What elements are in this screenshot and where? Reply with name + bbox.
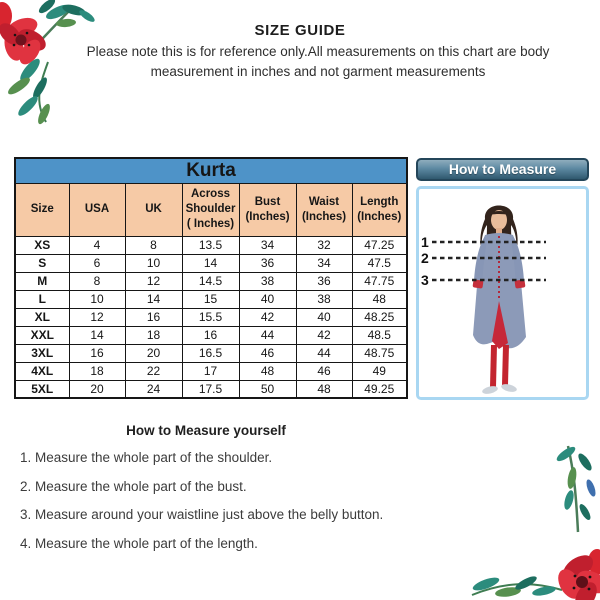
page-title: SIZE GUIDE xyxy=(254,22,346,39)
table-cell: 15.5 xyxy=(182,308,239,326)
table-cell: 13.5 xyxy=(182,236,239,254)
table-cell: 22 xyxy=(125,362,182,380)
table-row xyxy=(15,326,407,344)
table-cell: 50 xyxy=(239,380,296,398)
table-cell: 36 xyxy=(239,254,296,272)
table-cell: 46 xyxy=(296,362,352,380)
table-cell: 34 xyxy=(239,236,296,254)
table-cell: 24 xyxy=(125,380,182,398)
table-cell: 20 xyxy=(69,380,125,398)
size-cell: S xyxy=(15,254,69,272)
model-illustration xyxy=(419,189,586,397)
table-cell: 4 xyxy=(69,236,125,254)
table-header-row xyxy=(15,183,407,236)
table-row xyxy=(15,344,407,362)
table-cell: 49.25 xyxy=(352,380,407,398)
marker-bust: 2 xyxy=(421,250,429,266)
marker-shoulder: 1 xyxy=(421,234,429,250)
table-cell: 18 xyxy=(125,326,182,344)
table-cell: 10 xyxy=(69,290,125,308)
table-cell: 10 xyxy=(125,254,182,272)
table-cell: 16 xyxy=(182,326,239,344)
table-cell: 48 xyxy=(352,290,407,308)
table-cell: 6 xyxy=(69,254,125,272)
table-row xyxy=(15,236,407,254)
table-cell: 47.75 xyxy=(352,272,407,290)
column-header: Bust (Inches) xyxy=(239,183,296,236)
size-cell: XL xyxy=(15,308,69,326)
how-to-measure-header: How to Measure xyxy=(416,158,589,181)
table-cell: 42 xyxy=(239,308,296,326)
column-header: Length (Inches) xyxy=(352,183,407,236)
table-cell: 14 xyxy=(182,254,239,272)
table-cell: 14.5 xyxy=(182,272,239,290)
size-cell: 3XL xyxy=(15,344,69,362)
table-cell: 49 xyxy=(352,362,407,380)
table-row xyxy=(15,254,407,272)
table-row xyxy=(15,308,407,326)
measurement-photo-box xyxy=(416,186,589,400)
table-cell: 48.25 xyxy=(352,308,407,326)
marker-waist: 3 xyxy=(421,272,429,288)
poppy-flower xyxy=(553,550,600,600)
table-cell: 48.75 xyxy=(352,344,407,362)
column-header: USA xyxy=(69,183,125,236)
table-cell: 14 xyxy=(69,326,125,344)
size-cell: XXL xyxy=(15,326,69,344)
size-chart-table xyxy=(14,157,408,399)
size-cell: 4XL xyxy=(15,362,69,380)
table-cell: 16 xyxy=(69,344,125,362)
how-to-measure-panel xyxy=(416,158,589,400)
column-header: UK xyxy=(125,183,182,236)
table-cell: 44 xyxy=(296,344,352,362)
table-cell: 48 xyxy=(239,362,296,380)
reference-note-line2: measurement in inches and not garment measurements xyxy=(150,63,486,79)
table-cell: 18 xyxy=(69,362,125,380)
table-row xyxy=(15,362,407,380)
size-cell: 5XL xyxy=(15,380,69,398)
table-cell: 16.5 xyxy=(182,344,239,362)
column-header: Size xyxy=(15,183,69,236)
size-cell: XS xyxy=(15,236,69,254)
table-cell: 38 xyxy=(239,272,296,290)
instruction-item: 3. Measure around your waistline just above the belly button. xyxy=(20,507,384,523)
table-cell: 40 xyxy=(296,308,352,326)
size-table-body xyxy=(15,236,407,398)
table-cell: 12 xyxy=(125,272,182,290)
size-cell: M xyxy=(15,272,69,290)
table-cell: 48.5 xyxy=(352,326,407,344)
table-row xyxy=(15,272,407,290)
table-cell: 46 xyxy=(239,344,296,362)
table-cell: 47.25 xyxy=(352,236,407,254)
table-caption-row xyxy=(15,158,407,183)
table-cell: 8 xyxy=(69,272,125,290)
instructions-title: How to Measure yourself xyxy=(126,423,286,438)
table-cell: 8 xyxy=(125,236,182,254)
table-cell: 20 xyxy=(125,344,182,362)
table-cell: 17 xyxy=(182,362,239,380)
column-header: Waist (Inches) xyxy=(296,183,352,236)
column-header: Across Shoulder ( Inches) xyxy=(182,183,239,236)
table-cell: 14 xyxy=(125,290,182,308)
table-cell: 36 xyxy=(296,272,352,290)
table-cell: 42 xyxy=(296,326,352,344)
table-cell: 32 xyxy=(296,236,352,254)
table-cell: 40 xyxy=(239,290,296,308)
reference-note xyxy=(58,42,578,81)
instruction-item: 2. Measure the whole part of the bust. xyxy=(20,478,247,494)
reference-note-line1: Please note this is for reference only.All measurements on this chart are body xyxy=(86,44,550,59)
table-cell: 15 xyxy=(182,290,239,308)
instructions-list xyxy=(20,450,560,564)
table-cell: 44 xyxy=(239,326,296,344)
table-cell: 17.5 xyxy=(182,380,239,398)
table-row xyxy=(15,290,407,308)
table-cell: 38 xyxy=(296,290,352,308)
table-cell: 47.5 xyxy=(352,254,407,272)
instruction-item: 1. Measure the whole part of the shoulder. xyxy=(20,450,273,465)
table-cell: 34 xyxy=(296,254,352,272)
table-row xyxy=(15,380,407,398)
table-cell: 12 xyxy=(69,308,125,326)
table-cell: 16 xyxy=(125,308,182,326)
size-cell: L xyxy=(15,290,69,308)
table-cell: 48 xyxy=(296,380,352,398)
table-caption: Kurta xyxy=(15,158,407,183)
instruction-item: 4. Measure the whole part of the length. xyxy=(20,535,258,551)
